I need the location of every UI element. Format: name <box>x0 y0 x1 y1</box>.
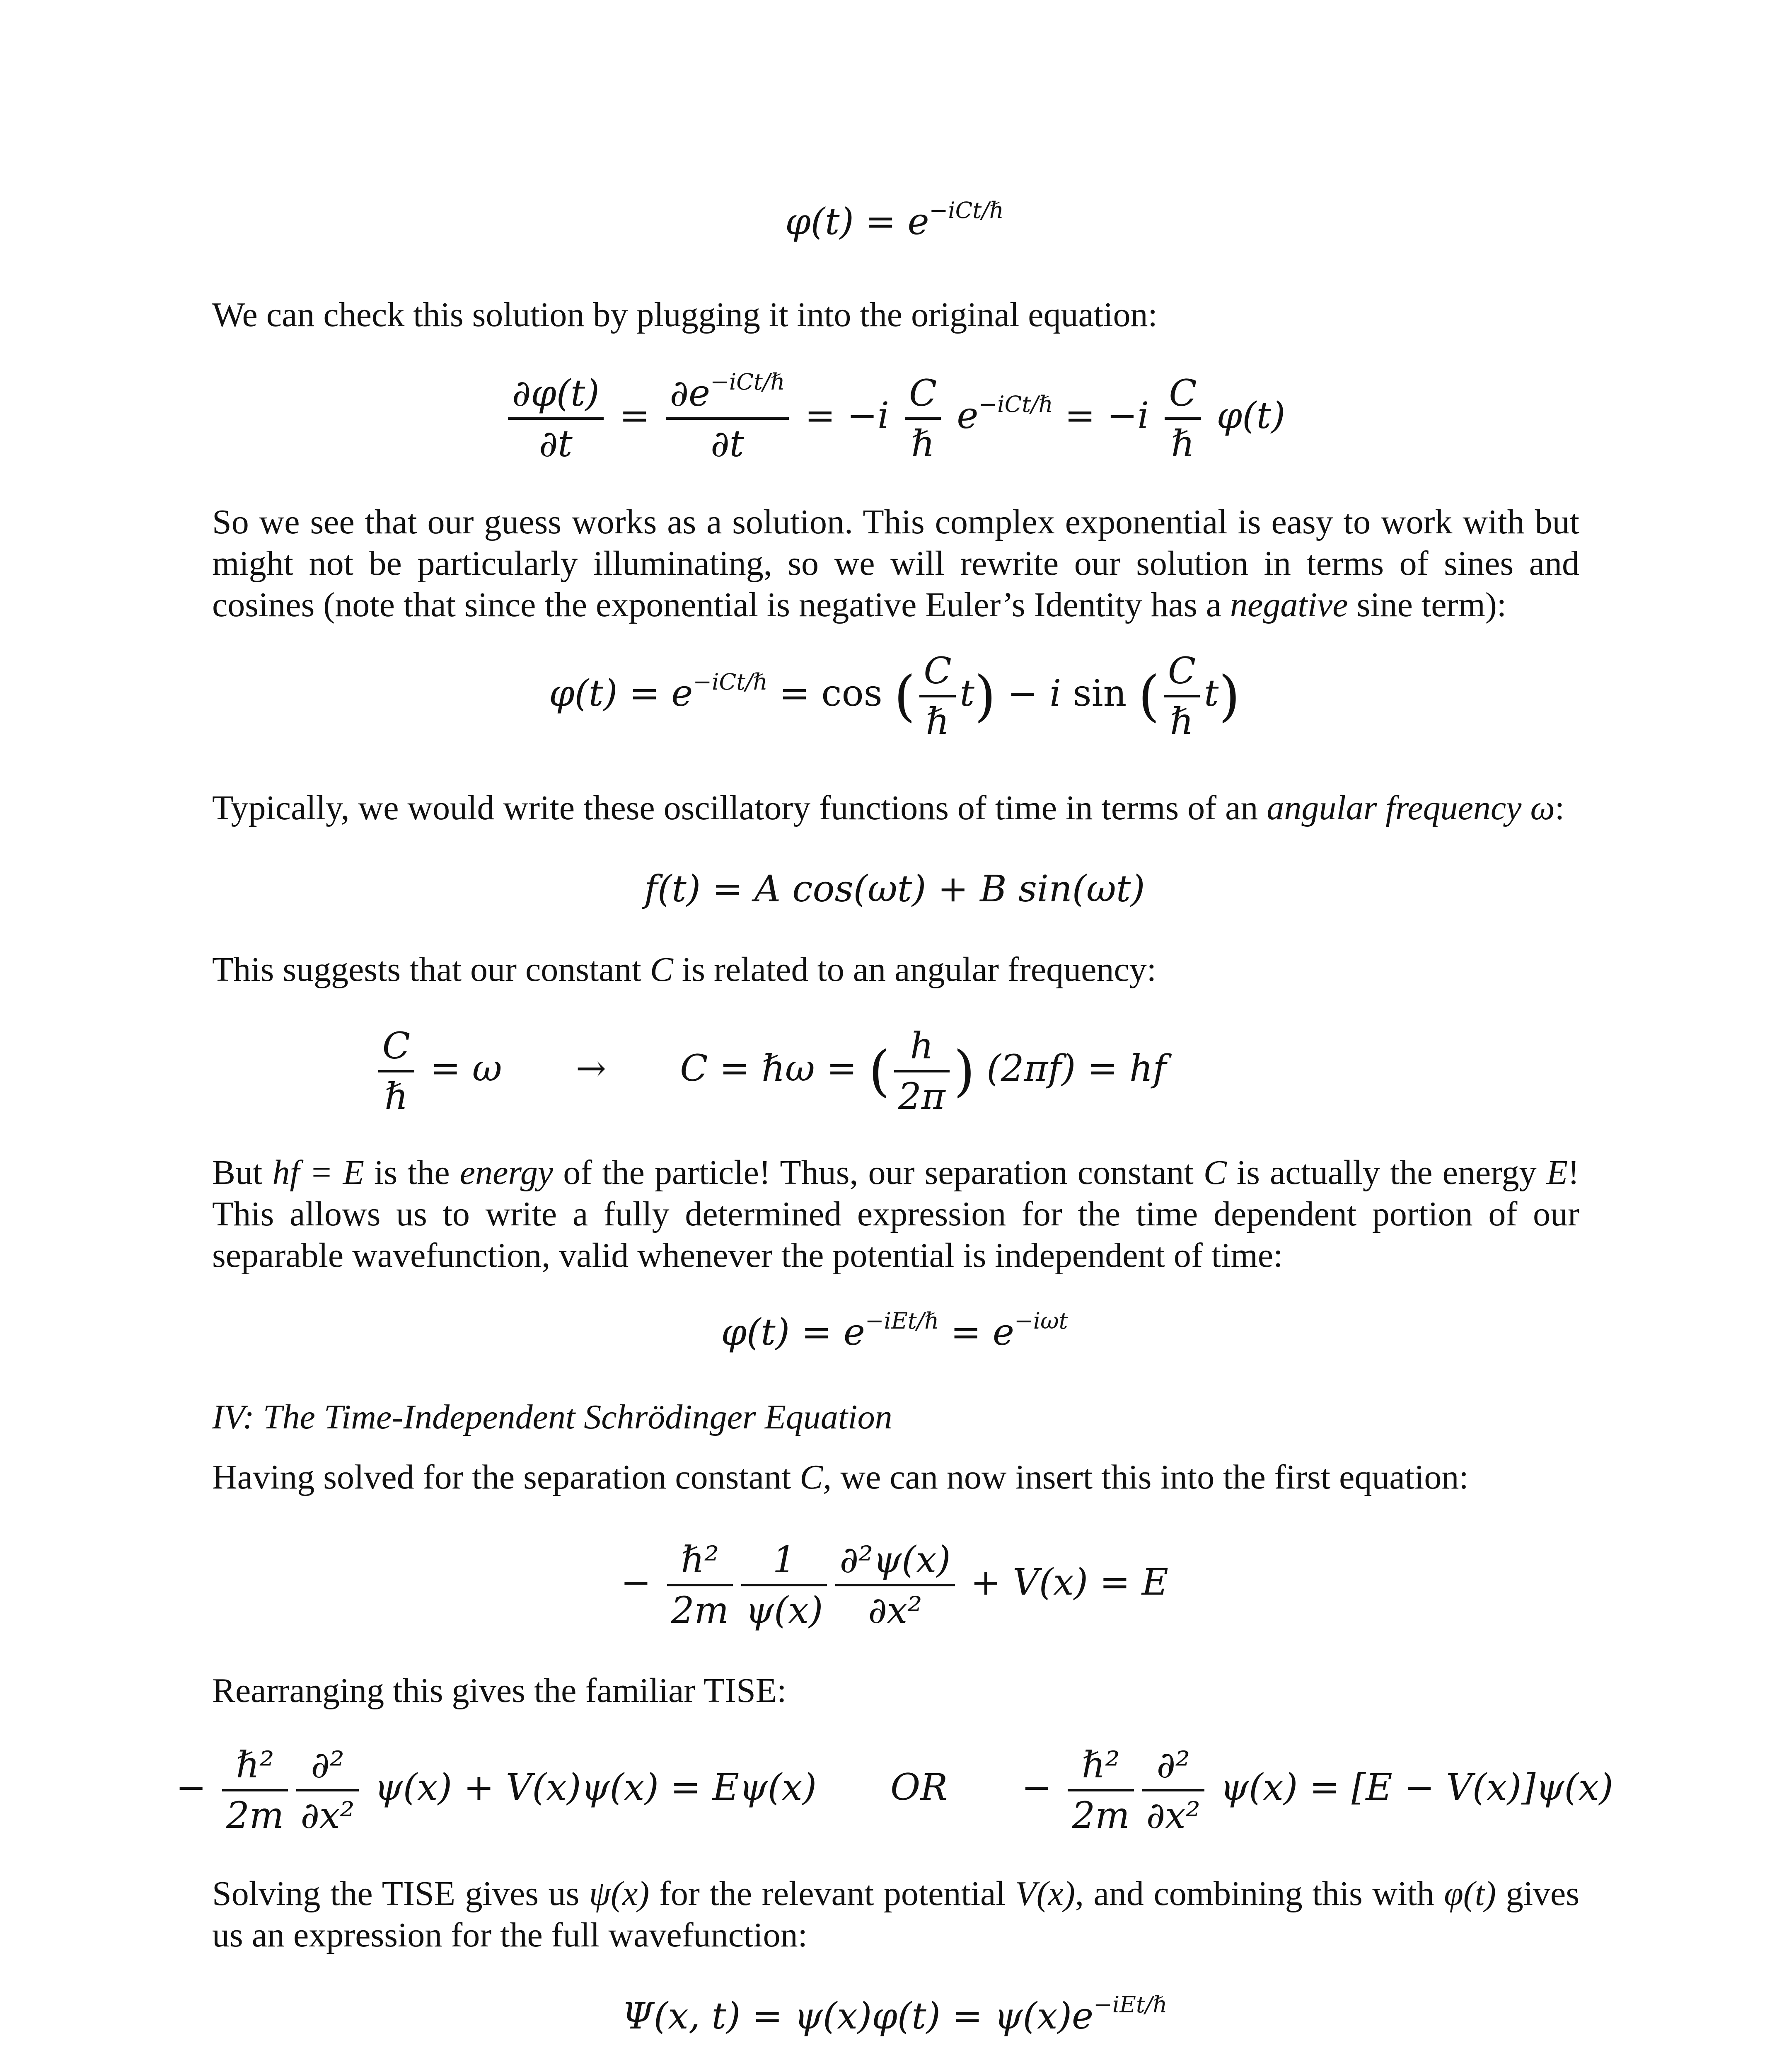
paragraph-check-solution: We can check this solution by plugging it into the original equation: <box>212 295 1158 334</box>
paragraph-oscillatory: Typically, we would write these oscillatory functions of time in terms of an angular frequency ω: <box>212 789 1565 827</box>
equation-full-wavefunction: Ψ(x, $t) = \psi(x)\varphi(t) = \psi(x)e^{-iEt/\hbar}$ <box>621 1991 1168 2037</box>
paragraph-solving-tise: Solving the TISE gives us ψ(x) for the relevant potential V(x), and combining this with φ(t) gives us an expression for the full wavefunction: <box>212 1874 1580 1954</box>
equation-phi-t <box>0 196 1789 249</box>
equation-derivative-check: $\frac{\partial\varphi(t)}{\partial t}$ = $\frac{\partial e^{-iCt/\hbar}}{\partial t}$ = −i $\frac{C}{\text{ℏ}}$ $e^{-iCt/\hbar} = -i$ $\frac{C}{\text{ℏ}}$ φ(t) <box>0 375 1789 462</box>
equation-c-omega: $\frac{C}{\text{ℏ}}$ = ω → C = ℏω = ( $\frac{h}{2\pi}$ ) (2πf) = hf <box>0 1028 1665 1115</box>
frac-de-dt: $\frac{\partial e^{-iCt/\hbar}}{\partial t}$ <box>666 375 789 462</box>
paragraph-energy: But hf = E is the energy of the particle! Thus, our separation constant C is actually the energy E! This allows us to write a fully determined expression for the time dependent portion of our separable wavefunction, valid whenever the potential is independent of time: <box>212 1153 1579 1275</box>
paragraph-rearranging: Rearranging this gives the familiar TISE: <box>212 1671 787 1710</box>
frac-c-hbar: $\frac{C}{\text{ℏ}}$ <box>905 375 941 462</box>
frac-c-hbar-2: $\frac{C}{\text{ℏ}}$ <box>1165 375 1201 462</box>
section-heading-tise: IV: The Time-Independent Schrödinger Equation <box>212 1398 892 1436</box>
eq1-exponent: −iCt/ℏ <box>929 196 1004 223</box>
equation-tise: − $\frac{\text{ℏ²}}{2m}$ $\frac{\text{∂²}}{\text{∂x²}}$ ψ(x) + V(x)ψ(x) = Eψ(x) OR − $\frac{\text{ℏ²}}{2m}$ $\frac{\text{∂²}}{\text{∂x²}}$ ψ(x) = [E − V(x)]ψ(x) <box>176 1743 1613 1837</box>
equation-f-t: f(t) = A cos(ωt) + B sin(ωt) <box>644 867 1145 910</box>
paragraph-guess-works: So we see that our guess works as a solution. This complex exponential is easy to work with but might not be particularly illuminating, so we will rewrite our solution in terms of sines and cosines (note that since the exponential is negative Euler’s Identity has a negative sine term): <box>212 503 1579 624</box>
paragraph-constant-c: This suggests that our constant C is related to an angular frequency: <box>212 950 1157 989</box>
equation-euler-expansion: $\varphi(t) = e^{-iCt/\hbar} = \cos$ ( $\frac{C}{\text{ℏ}}$ t) − i sin ( $\frac{C}{\text{ℏ}}$ t) <box>549 649 1240 743</box>
paragraph-insert-first-equation: Having solved for the separation constant C, we can now insert this into the first equation: <box>212 1458 1469 1496</box>
or-label: OR <box>890 1765 948 1808</box>
eq1-lhs: φ(t) = e <box>785 200 929 243</box>
equation-separated: − $\frac{\text{ℏ²}}{2m}$ $\frac{1}{\psi(x)}$ $\frac{\text{∂²ψ(x)}}{\text{∂x²}}$ + V(x) = E <box>620 1538 1168 1631</box>
frac-dphi-dt: $\frac{\partial\varphi(t)}{\partial t}$ <box>508 375 604 462</box>
equation-phi-energy: $\varphi(t) = e^{-iEt/\hbar} = e^{-i\omega t}$ <box>721 1307 1068 1353</box>
